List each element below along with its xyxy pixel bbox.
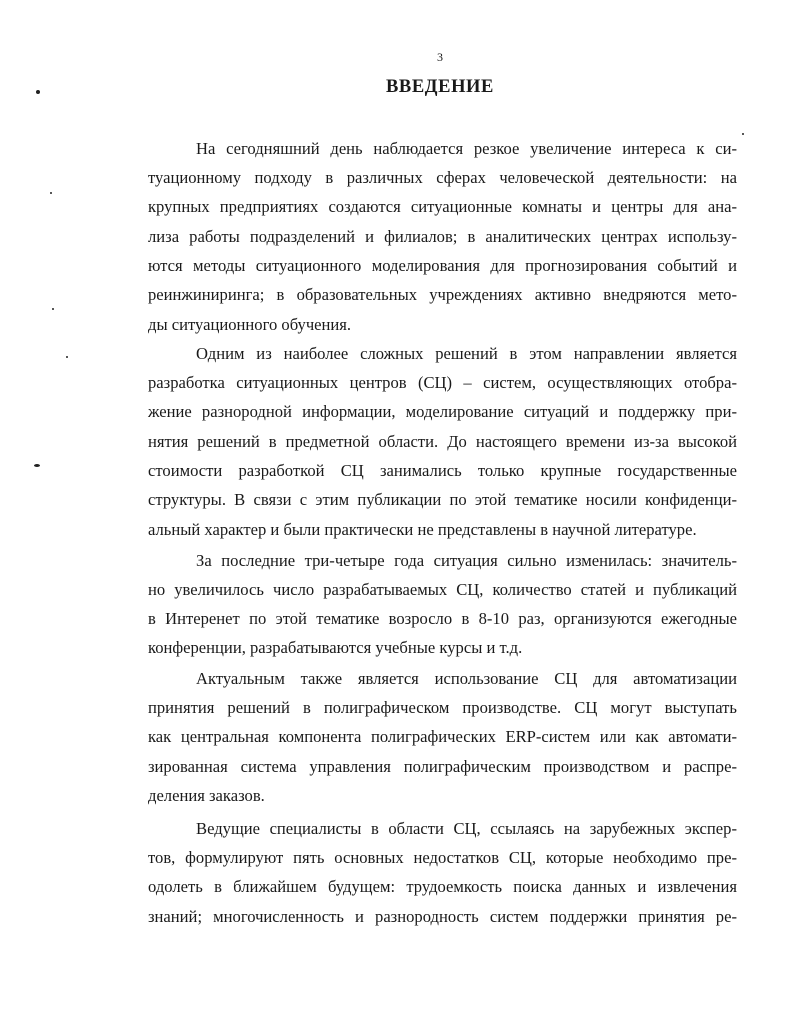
text-line: зированная система управления полиграфическим производством и распре- (148, 757, 737, 776)
text-line: крупных предприятиях создаются ситуационные комнаты и центры для ана- (148, 197, 737, 216)
page-number: 3 (437, 50, 443, 64)
text-line: Одним из наиболее сложных решений в этом направлении является (196, 344, 737, 363)
text-line: жение разнородной информации, моделирование ситуаций и поддержку при- (148, 402, 737, 421)
scan-speck (742, 133, 744, 135)
text-line: тов, формулируют пять основных недостатков СЦ, которые необходимо пре- (148, 848, 737, 867)
text-line: знаний; многочисленность и разнородность систем поддержки принятия ре- (148, 907, 737, 926)
text-line: принятия решений в полиграфическом производстве. СЦ могут выступать (148, 698, 737, 717)
text-line: деления заказов. (148, 786, 265, 805)
text-line: За последние три-четыре года ситуация сильно изменилась: значитель- (196, 551, 737, 570)
text-line: одолеть в ближайшем будущем: трудоемкость поиска данных и извлечения (148, 877, 737, 896)
text-line: как центральная компонента полиграфических ERP-систем или как автомати- (148, 727, 737, 746)
scan-speck (50, 192, 52, 194)
text-line: нятия решений в предметной области. До настоящего времени из-за высокой (148, 432, 737, 451)
text-line: Ведущие специалисты в области СЦ, ссылаясь на зарубежных экспер- (196, 819, 737, 838)
page-title: ВВЕДЕНИЕ (385, 77, 494, 97)
text-line: Актуальным также является использование СЦ для автоматизации (196, 669, 737, 688)
text-line: но увеличилось число разрабатываемых СЦ, количество статей и публикаций (148, 580, 737, 599)
text-line: в Интеренет по этой тематике возросло в 8-10 раз, организуются ежегодные (148, 609, 737, 628)
text-line: туационному подходу в различных сферах человеческой деятельности: на (148, 168, 737, 187)
scan-speck (52, 308, 54, 310)
text-line: ды ситуационного обучения. (148, 315, 352, 334)
scan-speck (34, 464, 40, 467)
text-line: На сегодняшний день наблюдается резкое увеличение интереса к си- (196, 139, 737, 158)
text-line: ются методы ситуационного моделирования для прогнозирования событий и (148, 256, 737, 275)
text-line: реинжиниринга; в образовательных учреждениях активно внедряются мето- (148, 285, 737, 304)
scan-speck (66, 356, 68, 358)
text-line: стоимости разработкой СЦ занимались только крупные государственные (148, 461, 737, 480)
scan-speck (36, 90, 40, 94)
text-line: структуры. В связи с этим публикации по этой тематике носили конфиденци- (148, 490, 737, 509)
text-line: альный характер и были практически не представлены в научной литературе. (148, 520, 697, 539)
text-line: разработка ситуационных центров (СЦ) – систем, осуществляющих отобра- (148, 373, 737, 392)
text-line: конференции, разрабатываются учебные курсы и т.д. (148, 638, 523, 657)
text-line: лиза работы подразделений и филиалов; в аналитических центрах использу- (148, 227, 737, 246)
